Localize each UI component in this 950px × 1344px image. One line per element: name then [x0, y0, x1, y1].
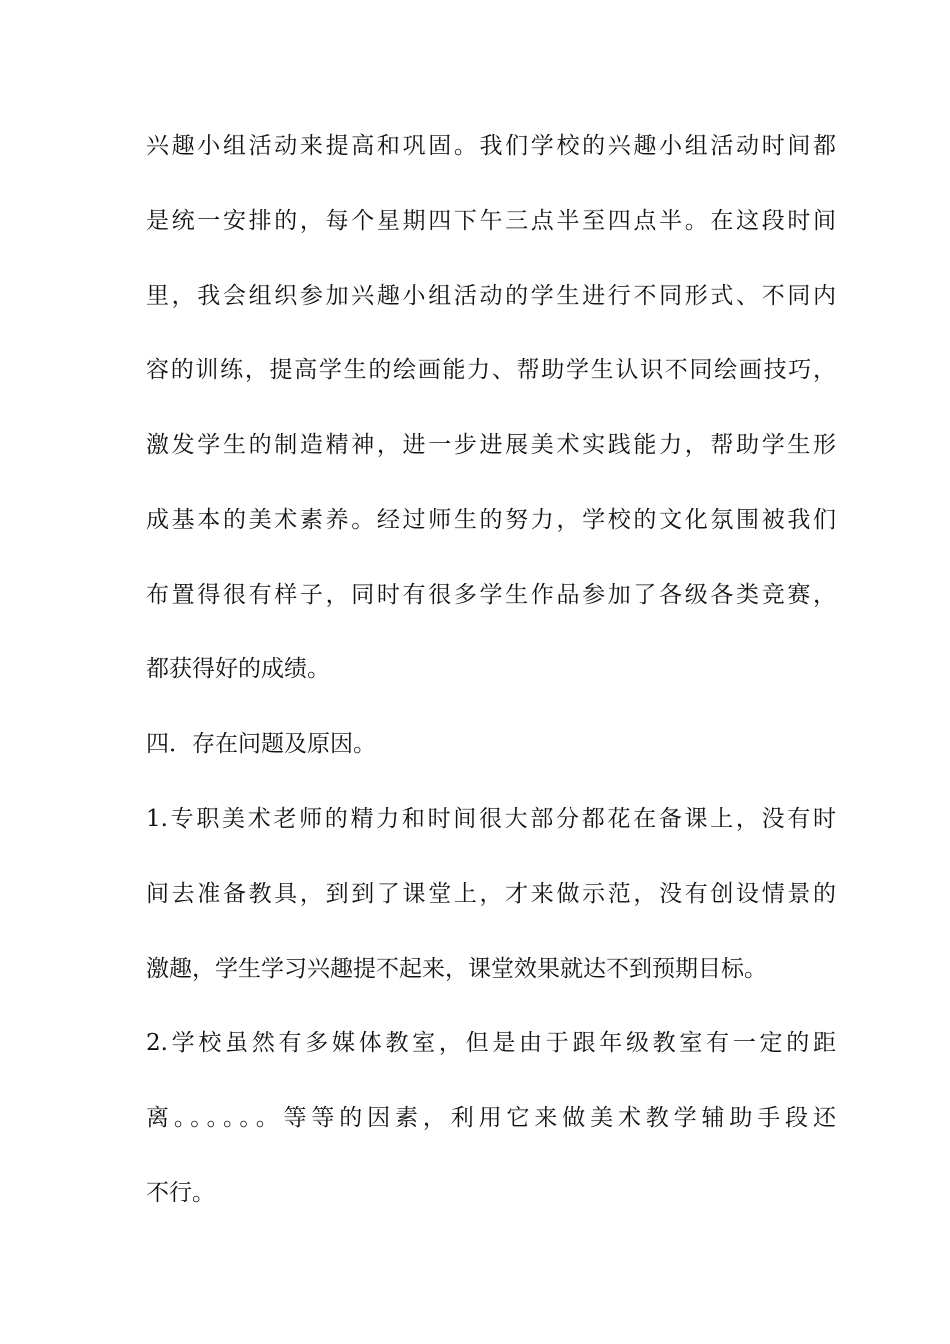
text-line: 是统一安排的，每个星期四下午三点半至四点半。在这段时间 [146, 207, 836, 234]
text-line: 成基本的美术素养。经过师生的努力，学校的文化氛围被我们 [146, 506, 836, 533]
paragraph-end-line: 激趣，学生学习兴趣提不起来，课堂效果就达不到预期目标。 [146, 955, 767, 982]
section-heading: 四．存在问题及原因。 [146, 731, 376, 758]
text-line: 间去准备教具，到到了课堂上，才来做示范，没有创设情景的 [146, 880, 836, 907]
text-line: 离。。。。。。等等的因素，利用它来做美术教学辅助手段还 [146, 1105, 836, 1132]
text-line: 兴趣小组活动来提高和巩固。我们学校的兴趣小组活动时间都 [146, 133, 836, 159]
text-line: 里，我会组织参加兴趣小组活动的学生进行不同形式、不同内 [146, 282, 836, 309]
text-line: 容的训练，提高学生的绘画能力、帮助学生认识不同绘画技巧， [146, 357, 836, 384]
body-text [146, 128, 836, 1250]
text-line: 激发学生的制造精神，进一步进展美术实践能力，帮助学生形 [146, 432, 836, 459]
paragraph-end-line: 不行。 [146, 1179, 215, 1206]
text-line: 1.专职美术老师的精力和时间很大部分都花在备课上，没有时 [146, 806, 836, 833]
paragraph-end-line: 都获得好的成绩。 [146, 656, 330, 683]
text-line: 布置得很有样子，同时有很多学生作品参加了各级各类竞赛， [146, 581, 836, 608]
text-line: 2.学校虽然有多媒体教室，但是由于跟年级教室有一定的距 [146, 1030, 836, 1057]
